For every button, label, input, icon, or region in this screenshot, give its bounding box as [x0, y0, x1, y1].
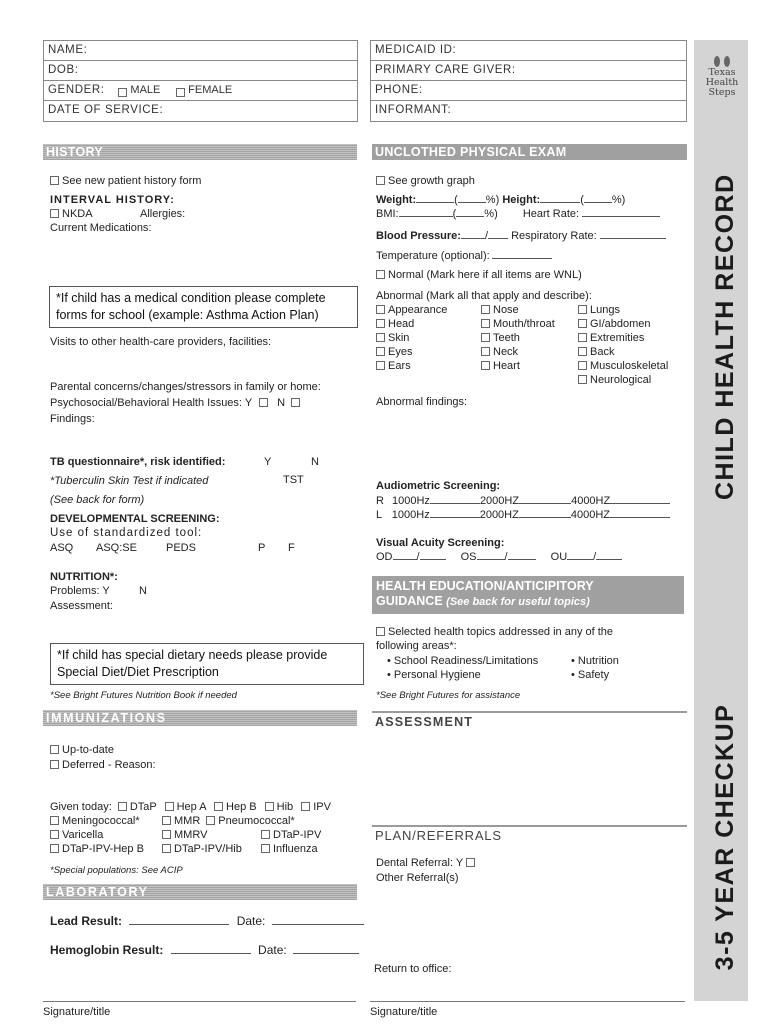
- dental-referral-label: Dental Referral: Y: [376, 857, 464, 869]
- dtap-ipv-hepb-label: DTaP-IPV-Hep B: [62, 843, 144, 855]
- dtap-ipv-hib-checkbox[interactable]: [162, 844, 171, 853]
- back-label: Back: [590, 346, 615, 358]
- problems-no[interactable]: N: [139, 585, 147, 597]
- tst-note: *Tuberculin Skin Test if indicated: [50, 475, 209, 487]
- see-back-form: (See back for form): [50, 494, 145, 506]
- heart-rate-line[interactable]: [582, 216, 660, 217]
- lead-result-label: Lead Result:: [50, 914, 123, 928]
- audio-l-4000-label: 4000HZ: [570, 509, 610, 521]
- bmi-pct: %): [484, 208, 498, 220]
- weight-height-row: [376, 194, 625, 207]
- od-label: OD: [376, 551, 393, 563]
- meningococcal-label: Meningococcal*: [62, 815, 140, 827]
- bright-futures-nutrition-note: *See Bright Futures Nutrition Book if needed: [50, 690, 237, 701]
- texas-health-steps-logo: [698, 54, 746, 114]
- signature-right[interactable]: [370, 1001, 685, 1018]
- name-field[interactable]: [44, 41, 357, 61]
- abnormal-checkbox[interactable]: [376, 347, 385, 356]
- meningococcal-row: [50, 815, 140, 828]
- mmr-label: MMR: [174, 815, 201, 827]
- phone-label: PHONE:: [375, 84, 423, 96]
- current-medications-label: Current Medications:: [50, 222, 152, 234]
- height-paren: (: [580, 194, 584, 206]
- topic-nutrition: • Nutrition: [571, 655, 619, 667]
- abnormal-checkbox[interactable]: [376, 361, 385, 370]
- varicella-checkbox[interactable]: [50, 830, 59, 839]
- up-to-date-row: [50, 744, 114, 757]
- audio-l-4000-line[interactable]: [610, 517, 670, 518]
- audio-right-row: [376, 495, 670, 508]
- hemoglobin-result-label: Hemoglobin Result:: [50, 943, 164, 957]
- nose-label: Nose: [493, 304, 519, 316]
- audio-left-row: [376, 509, 670, 522]
- abnormal-checkbox[interactable]: [376, 319, 385, 328]
- normal-row: [376, 269, 582, 282]
- head-label: Head: [388, 318, 415, 330]
- guidance-title: GUIDANCE: [376, 594, 443, 608]
- signature-right-label: Signature/title: [370, 1006, 438, 1018]
- neurological-label: Neurological: [590, 374, 652, 386]
- extremities-label: Extremities: [590, 332, 645, 344]
- dtap-ipv-hib-label: DTaP-IPV/Hib: [174, 843, 242, 855]
- appearance-label: Appearance: [388, 304, 448, 316]
- guidance-note: (See back for useful topics): [446, 596, 590, 608]
- nutrition-title: NUTRITION*:: [50, 571, 118, 583]
- topic-safety: • Safety: [571, 669, 610, 681]
- respiratory-rate-line[interactable]: [600, 238, 666, 239]
- asq-option[interactable]: ASQ: [50, 542, 74, 554]
- nkda-checkbox[interactable]: [50, 209, 59, 218]
- pass-option[interactable]: P: [258, 542, 266, 554]
- dtap-ipv-hepb-row: [50, 843, 144, 856]
- nkda-row: [50, 208, 93, 221]
- audio-l-label: L: [376, 509, 382, 521]
- name-label: NAME:: [48, 44, 88, 56]
- os-slash: /: [504, 551, 508, 563]
- findings-label: Findings:: [50, 413, 95, 425]
- given-today-row: [50, 801, 331, 814]
- abnormal-checkbox[interactable]: [578, 319, 587, 328]
- abnormal-checkbox[interactable]: [376, 305, 385, 314]
- logo-text-1: Texas: [708, 67, 736, 78]
- up-to-date-checkbox[interactable]: [50, 745, 59, 754]
- abnormal-item: [578, 374, 651, 387]
- blood-pressure-row: [376, 230, 666, 243]
- visits-label: Visits to other health-care providers, facilities:: [50, 336, 272, 348]
- audio-l-1000-label: 1000Hz: [391, 509, 430, 521]
- ipv-checkbox[interactable]: [301, 802, 310, 811]
- audio-r-1000-label: 1000Hz: [392, 495, 430, 507]
- medical-condition-note: [49, 286, 358, 328]
- abnormal-checkbox[interactable]: [481, 333, 490, 342]
- female-checkbox[interactable]: [176, 88, 185, 97]
- informant-field[interactable]: [371, 101, 686, 120]
- physical-exam-header: UNCLOTHED PHYSICAL EXAM: [372, 144, 687, 160]
- abnormal-checkbox[interactable]: [481, 305, 490, 314]
- following-areas-label: following areas*:: [376, 640, 457, 652]
- phone-field[interactable]: [371, 81, 686, 101]
- special-diet-note: [50, 643, 364, 685]
- weight-pct: %): [485, 194, 500, 206]
- logo-text-2: Health: [705, 77, 739, 88]
- abnormal-checkbox[interactable]: [578, 333, 587, 342]
- health-education-title: HEALTH EDUCATION/ANTICIPITORY: [376, 579, 594, 593]
- pneumococcal-label: Pneumococcal*: [218, 815, 295, 827]
- abnormal-item: [376, 304, 447, 317]
- dtap-checkbox[interactable]: [118, 802, 127, 811]
- abnormal-item: [578, 318, 651, 331]
- audio-r-2000-label: 2000HZ: [479, 495, 520, 507]
- lead-date-label: Date:: [236, 914, 266, 928]
- female-label: FEMALE: [188, 84, 233, 96]
- hepb-label: Hep B: [226, 801, 257, 813]
- audio-r-2000-line[interactable]: [519, 503, 571, 504]
- bmi-line[interactable]: [399, 216, 453, 217]
- signature-left-label: Signature/title: [43, 1006, 111, 1018]
- abnormal-checkbox[interactable]: [481, 319, 490, 328]
- dob-field[interactable]: [44, 61, 357, 81]
- teeth-label: Teeth: [493, 332, 520, 344]
- abnormal-item: [376, 346, 412, 359]
- logo-text-3: Steps: [708, 87, 736, 98]
- neck-label: Neck: [493, 346, 519, 358]
- height-pct-line[interactable]: [584, 202, 612, 203]
- lead-date-line[interactable]: [272, 924, 364, 925]
- medicaid-label: MEDICAID ID:: [375, 44, 457, 56]
- abnormal-checkbox[interactable]: [376, 333, 385, 342]
- lead-result-row: [50, 915, 364, 928]
- dental-referral-row: [376, 857, 475, 870]
- special-populations-note: *Special populations: See ACIP: [50, 865, 183, 876]
- temperature-line[interactable]: [492, 258, 552, 259]
- eyes-label: Eyes: [388, 346, 413, 358]
- patient-info-right: [370, 40, 687, 122]
- footprints-icon: [698, 54, 746, 66]
- audio-r-1000-line[interactable]: [430, 503, 480, 504]
- new-patient-label: See new patient history form: [62, 175, 202, 187]
- temperature-label: Temperature (optional):: [376, 250, 490, 262]
- deferred-label: Deferred - Reason:: [62, 759, 156, 771]
- new-patient-checkbox[interactable]: [50, 176, 59, 185]
- dtap-label: DTaP: [129, 801, 157, 813]
- mmr-row: [162, 815, 295, 828]
- psychosocial-label: Psychosocial/Behavioral Health Issues: Y: [50, 397, 252, 409]
- abnormal-item: [481, 304, 519, 317]
- selected-topics-row: [376, 626, 613, 639]
- tb-yes[interactable]: Y: [264, 456, 272, 468]
- abnormal-item: [578, 360, 668, 373]
- plan-referrals-header: PLAN/REFERRALS: [372, 825, 687, 845]
- height-pct: %): [611, 194, 626, 206]
- bmi-row: [376, 208, 660, 221]
- height-line[interactable]: [540, 202, 580, 203]
- abnormal-checkbox[interactable]: [578, 375, 587, 384]
- gi-abdomen-label: GI/abdomen: [590, 318, 651, 330]
- growth-graph-label: See growth graph: [388, 175, 475, 187]
- assessment-header: ASSESSMENT: [372, 711, 687, 731]
- hepb-checkbox[interactable]: [214, 802, 223, 811]
- os-line-1[interactable]: [477, 559, 505, 560]
- audiometric-title: Audiometric Screening:: [376, 480, 501, 492]
- dtap-ipv-row: [261, 829, 321, 842]
- ou-label: OU: [550, 551, 568, 563]
- sidebar-title-bottom: 3-5 YEAR CHECKUP: [711, 703, 739, 971]
- abnormal-item: [481, 332, 520, 345]
- influenza-label: Influenza: [273, 843, 318, 855]
- growth-graph-checkbox[interactable]: [376, 176, 385, 185]
- bp-diastolic-line[interactable]: [488, 238, 508, 239]
- given-today-label: Given today:: [50, 801, 112, 813]
- abnormal-item: [376, 332, 409, 345]
- return-to-office-label: Return to office:: [374, 963, 452, 975]
- mouth-throat-label: Mouth/throat: [493, 318, 555, 330]
- abnormal-item: [376, 360, 411, 373]
- dtap-ipv-hepb-checkbox[interactable]: [50, 844, 59, 853]
- hemoglobin-result-row: [50, 944, 359, 957]
- hib-label: Hib: [276, 801, 294, 813]
- topic-hygiene: • Personal Hygiene: [387, 669, 481, 681]
- od-slash: /: [416, 551, 420, 563]
- visual-acuity-row: [376, 551, 622, 564]
- tb-questionnaire-label: TB questionnaire*, risk identified:: [50, 456, 226, 468]
- male-checkbox[interactable]: [118, 88, 127, 97]
- hemoglobin-result-line[interactable]: [171, 953, 251, 954]
- abnormal-checkbox[interactable]: [578, 347, 587, 356]
- special-diet-note-text: *If child has special dietary needs please provide Special Diet/Diet Prescription: [57, 648, 328, 679]
- audio-l-1000-line[interactable]: [430, 517, 480, 518]
- influenza-checkbox[interactable]: [261, 844, 270, 853]
- signature-left[interactable]: [43, 1001, 356, 1018]
- heart-rate-label: Heart Rate:: [522, 208, 580, 220]
- abnormal-findings-label: Abnormal findings:: [376, 396, 468, 408]
- bright-futures-note: *See Bright Futures for assistance: [376, 690, 521, 701]
- abnormal-checkbox[interactable]: [481, 361, 490, 370]
- hepa-label: Hep A: [176, 801, 206, 813]
- gender-label: GENDER:: [48, 84, 105, 96]
- date-of-service-field[interactable]: [44, 101, 357, 120]
- problems-yes[interactable]: Problems: Y: [50, 585, 110, 597]
- weight-label: Weight:: [376, 194, 417, 206]
- ou-line-2[interactable]: [596, 559, 622, 560]
- abnormal-label: Abnormal (Mark all that apply and describe):: [376, 290, 592, 302]
- abnormal-checkbox[interactable]: [578, 305, 587, 314]
- os-label: OS: [460, 551, 477, 563]
- health-education-header: [372, 576, 684, 614]
- musculoskeletal-label: Musculoskeletal: [590, 360, 669, 372]
- varicella-label: Varicella: [62, 829, 104, 841]
- immunizations-header: IMMUNIZATIONS: [43, 710, 357, 726]
- dtap-ipv-hib-row: [162, 843, 242, 856]
- developmental-screening-title: DEVELOPMENTAL SCREENING:: [50, 513, 220, 525]
- gender-field: [44, 81, 357, 101]
- nutrition-assessment-label: Assessment:: [50, 600, 113, 612]
- abnormal-item: [481, 318, 555, 331]
- date-of-service-label: DATE OF SERVICE:: [48, 104, 164, 116]
- od-line-1[interactable]: [393, 559, 417, 560]
- informant-label: INFORMANT:: [375, 104, 452, 116]
- mmrv-row: [162, 829, 207, 842]
- ou-line-1[interactable]: [567, 559, 593, 560]
- respiratory-rate-label: Respiratory Rate:: [511, 230, 597, 242]
- weight-pct-line[interactable]: [458, 202, 486, 203]
- selected-topics-checkbox[interactable]: [376, 627, 385, 636]
- abnormal-item: [376, 318, 414, 331]
- audio-r-4000-label: 4000HZ: [571, 495, 611, 507]
- height-label: Height:: [502, 194, 541, 206]
- male-label: MALE: [130, 84, 161, 96]
- influenza-row: [261, 843, 318, 856]
- weight-paren: (: [454, 194, 458, 206]
- hib-checkbox[interactable]: [265, 802, 274, 811]
- dtap-ipv-checkbox[interactable]: [261, 830, 270, 839]
- medicaid-field[interactable]: [371, 41, 686, 61]
- visual-acuity-title: Visual Acuity Screening:: [376, 537, 505, 549]
- psychosocial-no-label: N: [277, 397, 286, 409]
- normal-label: Normal (Mark here if all items are WNL): [388, 269, 582, 281]
- audio-r-label: R: [376, 495, 384, 507]
- ou-slash: /: [593, 551, 597, 563]
- interval-history-title: INTERVAL HISTORY:: [50, 194, 175, 206]
- dtap-ipv-label: DTaP-IPV: [273, 829, 322, 841]
- fail-option[interactable]: F: [288, 542, 295, 554]
- abnormal-checkbox[interactable]: [578, 361, 587, 370]
- nkda-label: NKDA: [62, 208, 93, 220]
- blood-pressure-label: Blood Pressure:: [376, 230, 461, 242]
- dob-label: DOB:: [48, 64, 79, 76]
- sidebar-title-top: CHILD HEALTH RECORD: [711, 173, 739, 500]
- primary-care-label: PRIMARY CARE GIVER:: [375, 64, 516, 76]
- audio-l-2000-label: 2000HZ: [479, 509, 519, 521]
- hepa-checkbox[interactable]: [165, 802, 174, 811]
- mmr-checkbox[interactable]: [162, 816, 171, 825]
- hemoglobin-date-line[interactable]: [293, 953, 359, 954]
- meningococcal-checkbox[interactable]: [50, 816, 59, 825]
- od-line-2[interactable]: [420, 559, 446, 560]
- abnormal-item: [578, 346, 614, 359]
- bp-systolic-line[interactable]: [461, 238, 485, 239]
- new-patient-row: [50, 175, 201, 188]
- temperature-row: [376, 250, 552, 263]
- other-referrals-label: Other Referral(s): [376, 872, 459, 884]
- asqse-option[interactable]: ASQ:SE: [96, 542, 137, 554]
- bmi-pct-line[interactable]: [456, 216, 484, 217]
- psychosocial-yes-checkbox[interactable]: [259, 398, 268, 407]
- mmrv-checkbox[interactable]: [162, 830, 171, 839]
- hemoglobin-date-label: Date:: [258, 943, 287, 957]
- psychosocial-row: [50, 397, 300, 410]
- laboratory-header: LABORATORY: [43, 884, 357, 900]
- abnormal-item: [578, 332, 644, 345]
- psychosocial-no-checkbox[interactable]: [291, 398, 300, 407]
- patient-info-left: [43, 40, 358, 122]
- audio-l-2000-line[interactable]: [519, 517, 571, 518]
- lungs-label: Lungs: [590, 304, 620, 316]
- primary-care-field[interactable]: [371, 61, 686, 81]
- growth-graph-row: [376, 175, 475, 188]
- peds-option[interactable]: PEDS: [166, 542, 196, 554]
- audio-r-4000-line[interactable]: [610, 503, 670, 504]
- dental-referral-checkbox[interactable]: [466, 858, 475, 867]
- os-line-2[interactable]: [508, 559, 536, 560]
- abnormal-item: [578, 304, 620, 317]
- bmi-label: BMI:: [376, 208, 399, 220]
- abnormal-item: [481, 346, 518, 359]
- topic-school: • School Readiness/Limitations: [387, 655, 539, 667]
- weight-line[interactable]: [416, 202, 454, 203]
- parental-concerns-label: Parental concerns/changes/stressors in family or home:: [50, 381, 321, 393]
- mmrv-label: MMRV: [174, 829, 208, 841]
- normal-checkbox[interactable]: [376, 270, 385, 279]
- deferred-row: [50, 759, 156, 772]
- tst-label: TST: [283, 474, 304, 486]
- allergies-label: Allergies:: [140, 208, 186, 220]
- heart-label: Heart: [493, 360, 520, 372]
- bmi-paren: (: [452, 208, 457, 220]
- pneumococcal-checkbox[interactable]: [206, 816, 215, 825]
- lead-result-line[interactable]: [129, 924, 229, 925]
- selected-topics-label: Selected health topics addressed in any of the: [388, 626, 614, 638]
- skin-label: Skin: [388, 332, 410, 344]
- deferred-checkbox[interactable]: [50, 760, 59, 769]
- ears-label: Ears: [388, 360, 411, 372]
- standardized-tool-label: Use of standardized tool:: [50, 527, 203, 539]
- bp-slash: /: [484, 230, 489, 242]
- medical-condition-note-text: *If child has a medical condition please complete forms for school (example: Asthma Action Plan): [56, 291, 326, 322]
- tb-no[interactable]: N: [311, 456, 319, 468]
- ipv-label: IPV: [313, 801, 331, 813]
- up-to-date-label: Up-to-date: [62, 744, 114, 756]
- abnormal-checkbox[interactable]: [481, 347, 490, 356]
- history-header: HISTORY: [43, 144, 357, 160]
- varicella-row: [50, 829, 103, 842]
- abnormal-item: [481, 360, 520, 373]
